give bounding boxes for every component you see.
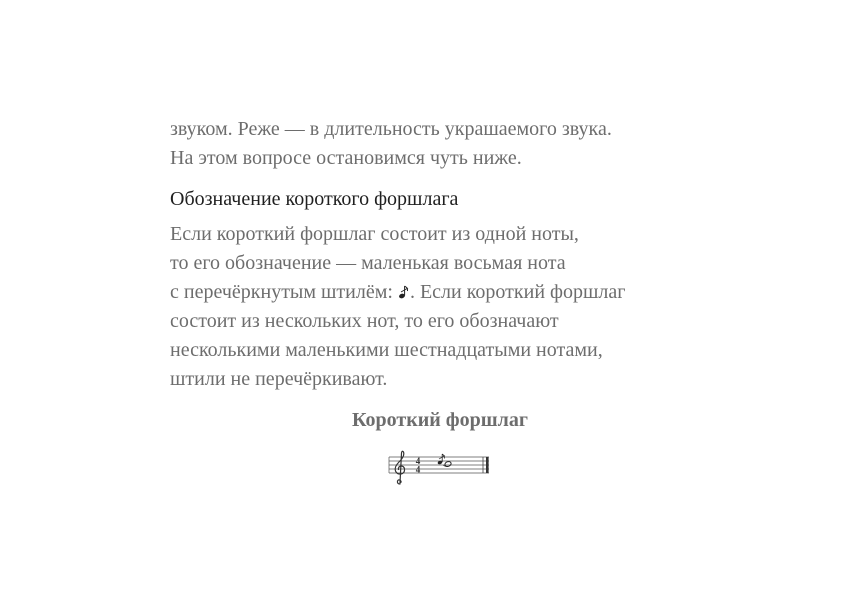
paragraph-line: Если короткий форшлаг состоит из одной ноты, xyxy=(170,223,579,245)
music-staff xyxy=(387,450,491,486)
crossed-grace-note-icon xyxy=(398,281,410,295)
paragraph-text: с перечёркнутым штилём: xyxy=(170,281,398,303)
time-signature-bottom: 4 xyxy=(415,464,421,475)
time-signature-top: 4 xyxy=(415,456,421,466)
paragraph-line: несколькими маленькими шестнадцатыми нотами, xyxy=(170,339,603,361)
paragraph-line: звуком. Реже — в длительность украшаемого звука. xyxy=(170,118,612,140)
paragraph-line: состоит из нескольких нот, то его обозначают xyxy=(170,310,559,332)
paragraph-line-with-note xyxy=(170,280,625,304)
paragraph-line: На этом вопросе остановимся чуть ниже. xyxy=(170,147,522,169)
paragraph-line: то его обозначение — маленькая восьмая нота xyxy=(170,252,566,274)
treble-clef-icon xyxy=(395,451,404,484)
figure-title: Короткий форшлаг xyxy=(352,409,528,431)
paragraph-line: штили не перечёркивают. xyxy=(170,368,388,390)
paragraph-text: . Если короткий форшлаг xyxy=(409,281,626,303)
section-heading: Обозначение короткого форшлага xyxy=(170,188,459,210)
time-signature xyxy=(416,456,421,475)
